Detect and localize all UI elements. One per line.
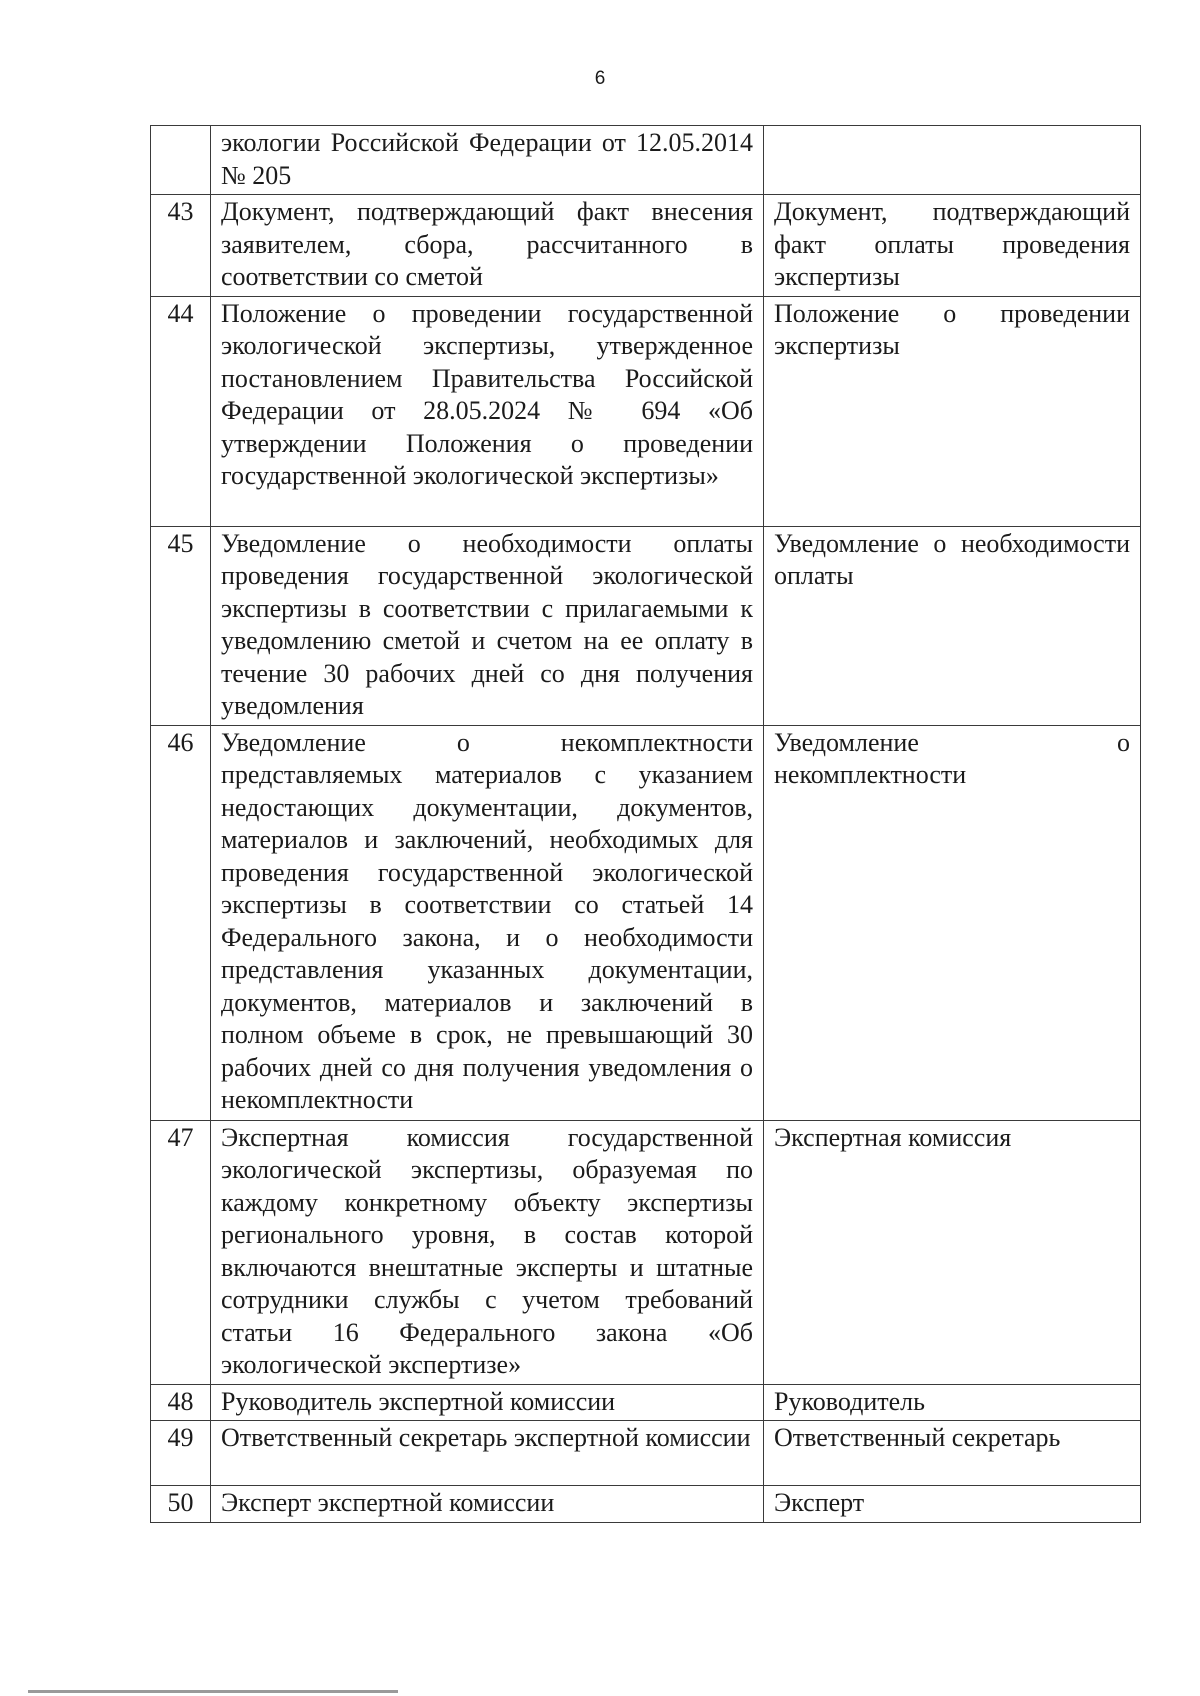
table-row	[151, 126, 1141, 195]
row-term: Эксперт	[764, 1486, 1141, 1523]
row-term: Ответственный секретарь	[764, 1421, 1141, 1486]
row-term: Уведомление о некомплектности	[764, 725, 1141, 1120]
table-row	[151, 526, 1141, 725]
table-row	[151, 725, 1141, 1120]
table-row	[151, 1486, 1141, 1523]
row-term: Экспертная комиссия	[764, 1120, 1141, 1384]
page-number: 6	[594, 68, 606, 89]
row-description: Документ, подтверждающий факт внесения заявителем, сбора, рассчитанного в соответствии со сметой	[211, 195, 764, 297]
row-number: 50	[151, 1486, 211, 1523]
row-number: 43	[151, 195, 211, 297]
row-number: 45	[151, 526, 211, 725]
row-description: Ответственный секретарь экспертной комиссии	[211, 1421, 764, 1486]
row-description: Экспертная комиссия государственной экологической экспертизы, образуемая по каждому конкретному объекту экспертизы регионального уровня, в состав которой включаются внештатные эксперты и штатные сотрудники службы с учетом требований статьи 16 Федерального закона «Об экологической экспертизе»	[211, 1120, 764, 1384]
row-description: экологии Российской Федерации от 12.05.2014 № 205	[211, 126, 764, 195]
row-description: Руководитель экспертной комиссии	[211, 1384, 764, 1421]
row-number: 44	[151, 296, 211, 526]
terms-table	[150, 125, 1141, 1523]
table-row	[151, 1421, 1141, 1486]
row-number: 48	[151, 1384, 211, 1421]
table-row	[151, 1120, 1141, 1384]
row-term: Положение о проведении экспертизы	[764, 296, 1141, 526]
row-description: Положение о проведении государственной экологической экспертизы, утвержденное постановлением Правительства Российской Федерации от 28.05.2024 № 694 «Об утверждении Положения о проведении государственной экологической экспертизы»	[211, 296, 764, 526]
table-row	[151, 296, 1141, 526]
row-number: 47	[151, 1120, 211, 1384]
table-row	[151, 1384, 1141, 1421]
row-description: Уведомление о необходимости оплаты проведения государственной экологической экспертизы в соответствии с прилагаемыми к уведомлению сметой и счетом на ее оплату в течение 30 рабочих дней со дня получения уведомления	[211, 526, 764, 725]
row-term: Уведомление о необходимости оплаты	[764, 526, 1141, 725]
row-term: Документ, подтверждающий факт оплаты проведения экспертизы	[764, 195, 1141, 297]
row-description: Уведомление о некомплектности представляемых материалов с указанием недостающих документации, документов, материалов и заключений, необходимых для проведения государственной экологической экспертизы в соответствии со статьей 14 Федерального закона, и о необходимости представления указанных документации, документов, материалов и заключений в полном объеме в срок, не превышающий 30 рабочих дней со дня получения уведомления о некомплектности	[211, 725, 764, 1120]
footer-divider	[28, 1690, 398, 1693]
table-row	[151, 195, 1141, 297]
row-number: 49	[151, 1421, 211, 1486]
row-number: 46	[151, 725, 211, 1120]
row-number	[151, 126, 211, 195]
row-description: Эксперт экспертной комиссии	[211, 1486, 764, 1523]
row-term	[764, 126, 1141, 195]
row-term: Руководитель	[764, 1384, 1141, 1421]
